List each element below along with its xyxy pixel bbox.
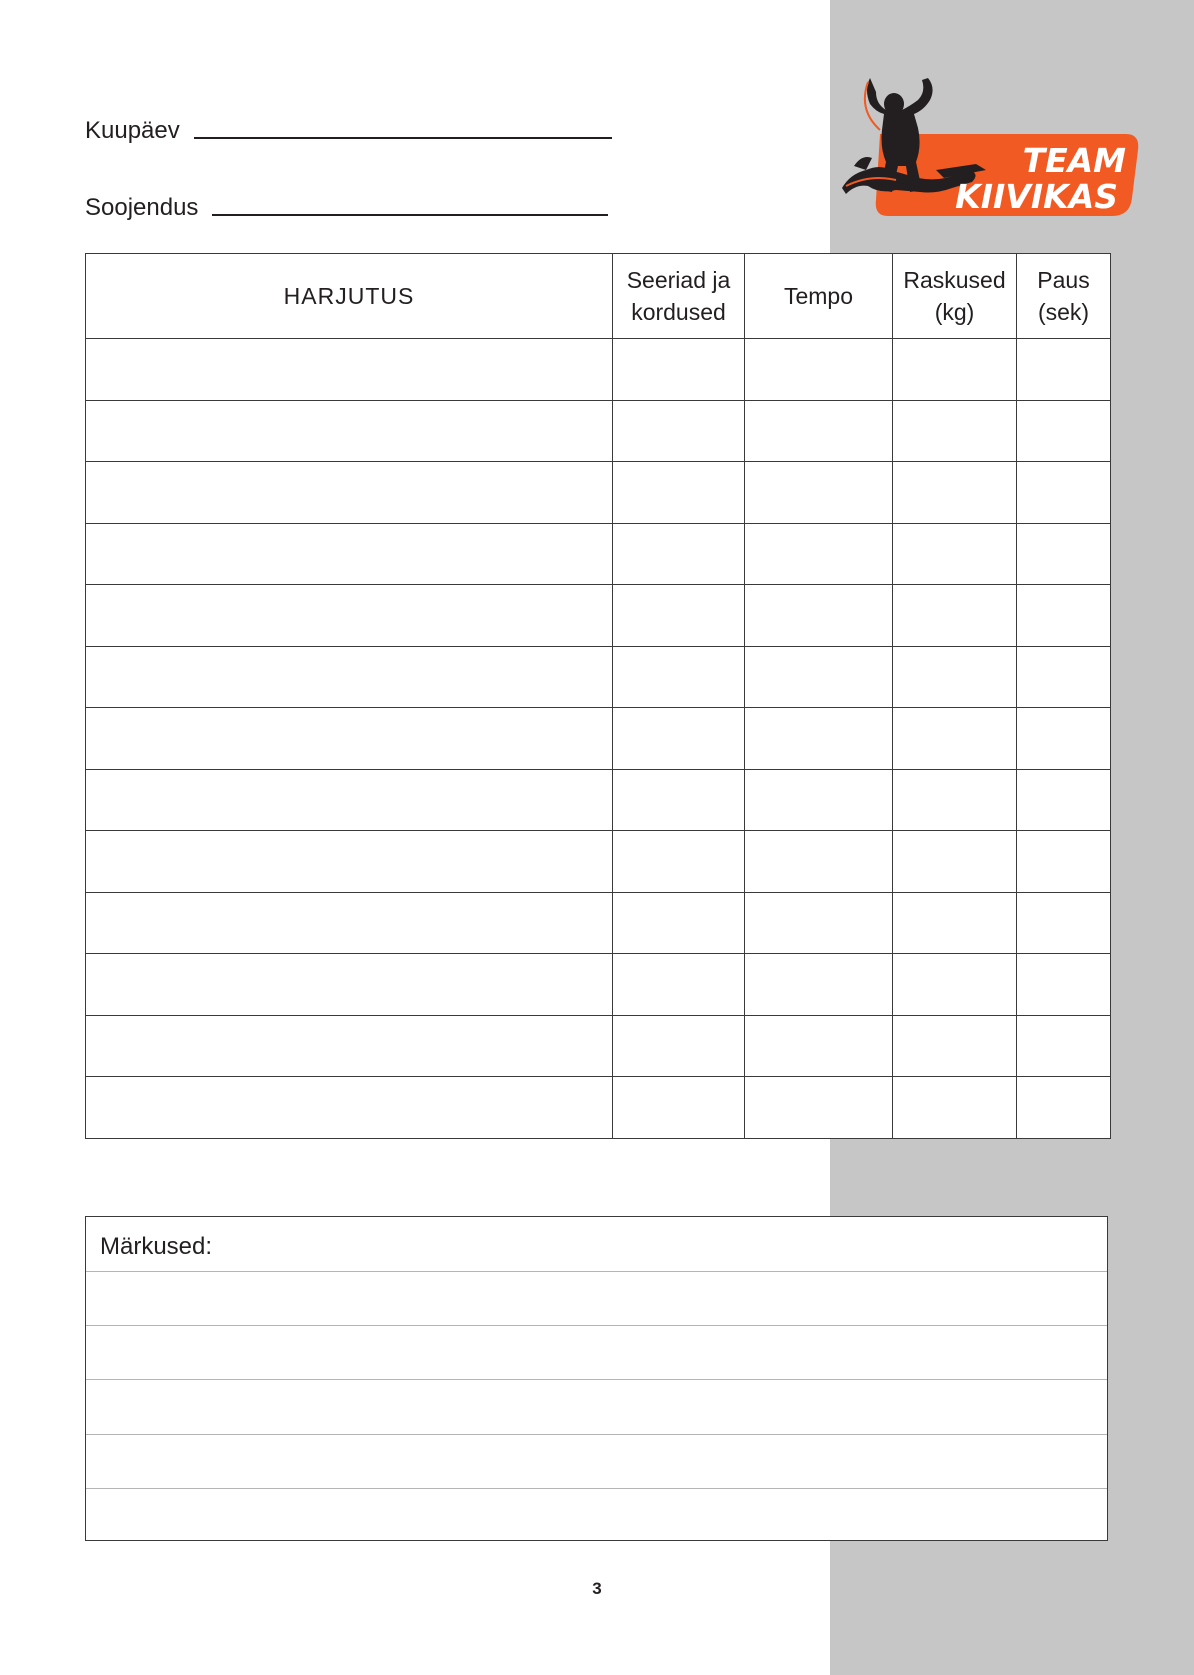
warmup-input-line[interactable] xyxy=(212,212,608,216)
table-header-row xyxy=(86,254,1111,339)
exercise-cell[interactable] xyxy=(86,708,613,770)
header-pause xyxy=(1017,254,1111,339)
header-weights xyxy=(893,254,1017,339)
tempo-cell[interactable] xyxy=(745,585,893,647)
pause-cell[interactable] xyxy=(1017,400,1111,462)
pause-cell[interactable] xyxy=(1017,831,1111,893)
pause-cell[interactable] xyxy=(1017,523,1111,585)
table-row xyxy=(86,769,1111,831)
exercise-cell[interactable] xyxy=(86,523,613,585)
weights-cell[interactable] xyxy=(893,646,1017,708)
table-row xyxy=(86,831,1111,893)
notes-line[interactable] xyxy=(86,1488,1107,1489)
header-weights-line2: (kg) xyxy=(934,299,975,325)
pause-cell[interactable] xyxy=(1017,462,1111,524)
weights-cell[interactable] xyxy=(893,1077,1017,1139)
exercise-cell[interactable] xyxy=(86,585,613,647)
exercise-cell[interactable] xyxy=(86,1077,613,1139)
weights-cell[interactable] xyxy=(893,585,1017,647)
tempo-cell[interactable] xyxy=(745,400,893,462)
weights-cell[interactable] xyxy=(893,523,1017,585)
sets-reps-cell[interactable] xyxy=(613,462,745,524)
notes-line[interactable] xyxy=(86,1325,1107,1326)
weights-cell[interactable] xyxy=(893,954,1017,1016)
header-sets-reps xyxy=(613,254,745,339)
pause-cell[interactable] xyxy=(1017,769,1111,831)
exercise-cell[interactable] xyxy=(86,1015,613,1077)
header-pause-line2: (sek) xyxy=(1037,299,1090,325)
tempo-cell[interactable] xyxy=(745,1077,893,1139)
pause-cell[interactable] xyxy=(1017,646,1111,708)
sets-reps-cell[interactable] xyxy=(613,708,745,770)
table-row xyxy=(86,708,1111,770)
header-pause-line1: Paus xyxy=(1037,267,1090,293)
exercise-cell[interactable] xyxy=(86,462,613,524)
weights-cell[interactable] xyxy=(893,400,1017,462)
table-row xyxy=(86,585,1111,647)
sets-reps-cell[interactable] xyxy=(613,646,745,708)
table-row xyxy=(86,892,1111,954)
table-row xyxy=(86,1015,1111,1077)
sets-reps-cell[interactable] xyxy=(613,523,745,585)
sets-reps-cell[interactable] xyxy=(613,1015,745,1077)
table-row xyxy=(86,646,1111,708)
exercise-cell[interactable] xyxy=(86,954,613,1016)
exercise-cell[interactable] xyxy=(86,646,613,708)
tempo-cell[interactable] xyxy=(745,892,893,954)
date-label: Kuupäev xyxy=(85,117,180,144)
pause-cell[interactable] xyxy=(1017,585,1111,647)
header-sets-line1: Seeriad ja xyxy=(626,267,731,293)
sets-reps-cell[interactable] xyxy=(613,831,745,893)
table-row xyxy=(86,400,1111,462)
tempo-cell[interactable] xyxy=(745,646,893,708)
sets-reps-cell[interactable] xyxy=(613,769,745,831)
notes-line[interactable] xyxy=(86,1271,1107,1272)
sets-reps-cell[interactable] xyxy=(613,1077,745,1139)
tempo-cell[interactable] xyxy=(745,708,893,770)
sets-reps-cell[interactable] xyxy=(613,954,745,1016)
team-kiivikas-logo xyxy=(840,70,1145,220)
sets-reps-cell[interactable] xyxy=(613,892,745,954)
pause-cell[interactable] xyxy=(1017,1015,1111,1077)
tempo-cell[interactable] xyxy=(745,462,893,524)
logo-line2: KIIVIKAS xyxy=(955,177,1118,216)
weights-cell[interactable] xyxy=(893,831,1017,893)
warmup-label: Soojendus xyxy=(85,194,199,221)
table-row xyxy=(86,1077,1111,1139)
pause-cell[interactable] xyxy=(1017,339,1111,401)
weights-cell[interactable] xyxy=(893,769,1017,831)
date-field xyxy=(85,117,612,145)
header-sets-line2: kordused xyxy=(631,299,726,325)
weights-cell[interactable] xyxy=(893,1015,1017,1077)
tempo-cell[interactable] xyxy=(745,339,893,401)
exercise-cell[interactable] xyxy=(86,831,613,893)
tempo-cell[interactable] xyxy=(745,954,893,1016)
sets-reps-cell[interactable] xyxy=(613,400,745,462)
sets-reps-cell[interactable] xyxy=(613,339,745,401)
table-row xyxy=(86,954,1111,1016)
tempo-cell[interactable] xyxy=(745,523,893,585)
weights-cell[interactable] xyxy=(893,462,1017,524)
workout-table xyxy=(85,253,1111,1139)
pause-cell[interactable] xyxy=(1017,708,1111,770)
weights-cell[interactable] xyxy=(893,708,1017,770)
tempo-cell[interactable] xyxy=(745,831,893,893)
pause-cell[interactable] xyxy=(1017,1077,1111,1139)
exercise-cell[interactable] xyxy=(86,400,613,462)
tempo-cell[interactable] xyxy=(745,769,893,831)
tempo-cell[interactable] xyxy=(745,1015,893,1077)
page-number: 3 xyxy=(592,1579,602,1598)
notes-line[interactable] xyxy=(86,1379,1107,1380)
notes-label: Märkused: xyxy=(100,1233,213,1260)
header-tempo: Tempo xyxy=(745,254,893,339)
header-weights-line1: Raskused xyxy=(903,267,1006,293)
date-input-line[interactable] xyxy=(194,135,612,139)
table-row xyxy=(86,339,1111,401)
pause-cell[interactable] xyxy=(1017,892,1111,954)
notes-line[interactable] xyxy=(86,1434,1107,1435)
warmup-field xyxy=(85,194,608,222)
weights-cell[interactable] xyxy=(893,892,1017,954)
notes-box xyxy=(85,1216,1108,1541)
weights-cell[interactable] xyxy=(893,339,1017,401)
table-row xyxy=(86,523,1111,585)
exercise-cell[interactable] xyxy=(86,769,613,831)
exercise-cell[interactable] xyxy=(86,892,613,954)
exercise-cell[interactable] xyxy=(86,339,613,401)
pause-cell[interactable] xyxy=(1017,954,1111,1016)
table-row xyxy=(86,462,1111,524)
sets-reps-cell[interactable] xyxy=(613,585,745,647)
logo-line1: TEAM xyxy=(1022,141,1126,180)
header-exercise: HARJUTUS xyxy=(86,254,613,339)
